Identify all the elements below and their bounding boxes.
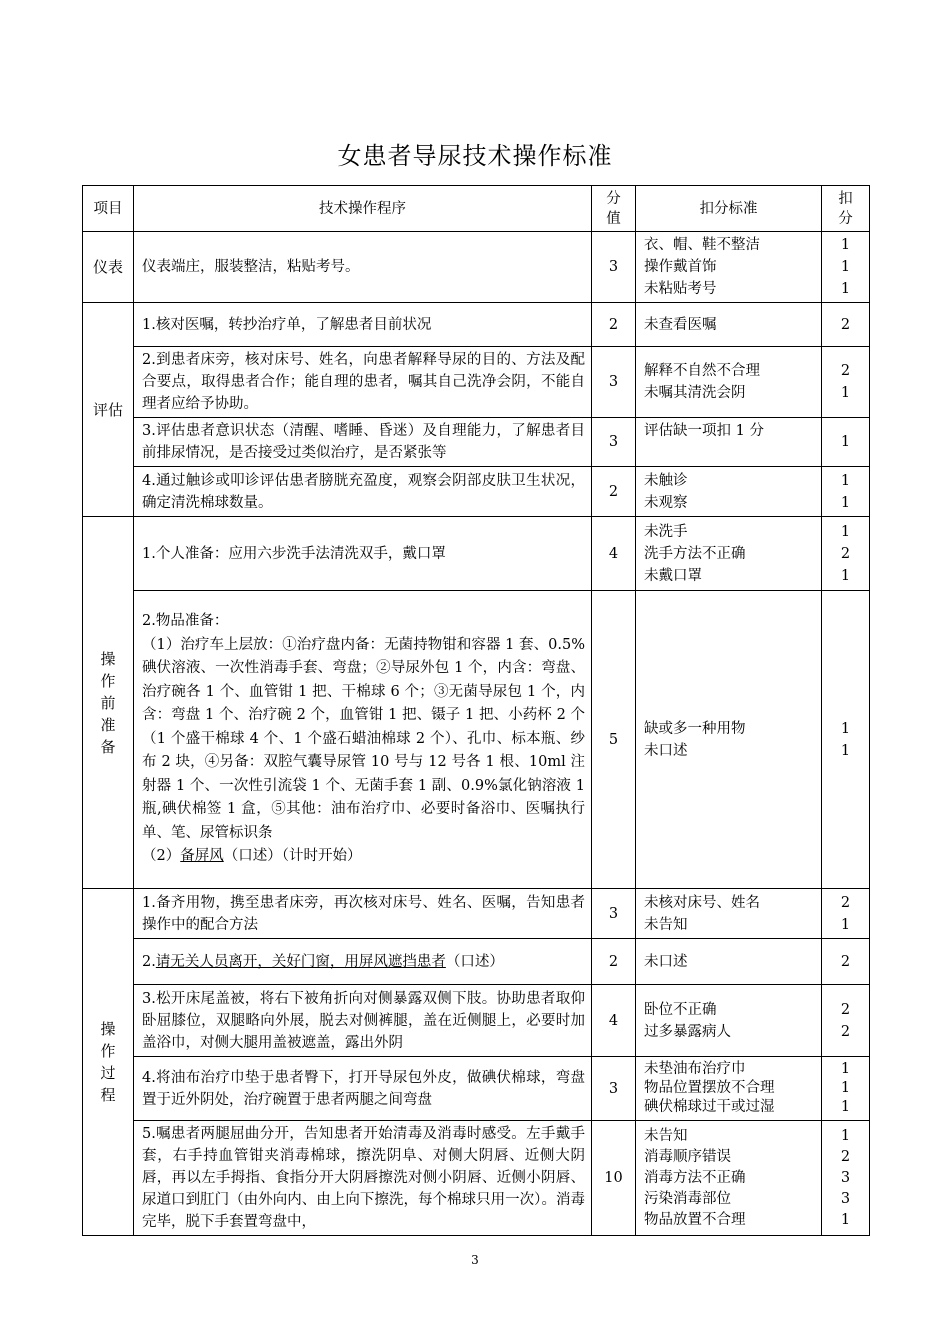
criteria-item: 污染消毒部位 [644, 1190, 731, 1207]
deduction-value: 1 [840, 472, 851, 489]
deduction-value: 1 [840, 1099, 851, 1115]
deduction-cell [822, 889, 870, 939]
criteria-item: 未垫油布治疗巾 [644, 1061, 746, 1077]
category-assessment: 评估 [83, 303, 134, 517]
category-label: 操作过程 [100, 1020, 116, 1104]
deduction-value: 2 [840, 363, 851, 379]
score-cell: 2 [592, 939, 636, 985]
deduction-value: 1 [840, 237, 851, 253]
category-preparation [83, 517, 134, 889]
deduction-value: 2 [840, 1001, 851, 1018]
score-cell: 3 [592, 1057, 636, 1121]
deduction-value: 1 [840, 281, 851, 297]
criteria-cell: 未查看医嘱 [636, 303, 822, 347]
criteria-item: 未嘱其清洗会阴 [644, 385, 746, 401]
criteria-item: 过多暴露病人 [644, 1023, 731, 1040]
criteria-item: 未触诊 [644, 472, 688, 489]
criteria-cell [636, 467, 822, 517]
deduction-value: 1 [840, 385, 851, 401]
header-item: 项目 [83, 186, 134, 232]
deduction-value: 1 [840, 742, 851, 759]
criteria-cell [636, 985, 822, 1057]
criteria-cell [636, 517, 822, 591]
criteria-item: 未口述 [644, 742, 688, 759]
deduction-value: 1 [840, 720, 851, 737]
deduction-value: 3 [840, 1169, 851, 1186]
table-row [83, 1121, 870, 1236]
criteria-item: 物品位置摆放不合理 [644, 1080, 775, 1096]
table-row [83, 418, 870, 467]
criteria-item: 操作戴首饰 [644, 259, 717, 275]
procedure-cell: 4.将油布治疗巾垫于患者臀下，打开导尿包外皮，做碘伏棉球，弯盘置于近外阴处，治疗碗置于患者两腿之间弯盘 [134, 1057, 592, 1121]
criteria-cell [636, 889, 822, 939]
header-procedure: 技术操作程序 [134, 186, 592, 232]
deduction-value: 1 [840, 523, 851, 540]
table-row [83, 1057, 870, 1121]
procedure-cell: 1.核对医嘱，转抄治疗单，了解患者目前状况 [134, 303, 592, 347]
criteria-cell [636, 591, 822, 889]
procedure-cell: 1.个人准备：应用六步洗手法清洗双手，戴口罩 [134, 517, 592, 591]
standard-table [82, 185, 870, 1236]
score-cell: 3 [592, 232, 636, 303]
category-appearance: 仪表 [83, 232, 134, 303]
score-cell: 4 [592, 985, 636, 1057]
deduction-value: 2 [840, 545, 851, 562]
table-header-row [83, 186, 870, 232]
deduction-cell [822, 232, 870, 303]
deduction-value: 1 [840, 1127, 851, 1144]
deduction-value: 1 [840, 916, 851, 933]
table-row [83, 303, 870, 347]
category-process [83, 889, 134, 1236]
criteria-cell [636, 1121, 822, 1236]
criteria-cell: 评估缺一项扣 1 分 [636, 418, 822, 467]
text-prefix: （2） [142, 848, 181, 865]
criteria-item: 衣、帽、鞋不整洁 [644, 237, 760, 253]
text-suffix: （口述） [445, 953, 504, 970]
deduction-cell: 2 [822, 303, 870, 347]
procedure-cell: 2.到患者床旁，核对床号、姓名，向患者解释导尿的目的、方法及配合要点，取得患者合作；能自理的患者，嘱其自己洗净会阴，不能自理者应给予协助。 [134, 347, 592, 418]
criteria-item: 未核对床号、姓名 [644, 894, 760, 911]
deduction-value: 3 [840, 1190, 851, 1207]
procedure-cell [134, 939, 592, 985]
criteria-item: 未粘贴考号 [644, 281, 717, 297]
header-score: 分 值 [592, 186, 636, 232]
criteria-item: 未告知 [644, 1127, 688, 1144]
deduction-value: 2 [840, 1023, 851, 1040]
page-title: 女患者导尿技术操作标准 [337, 142, 613, 170]
table-row [83, 347, 870, 418]
deduction-cell [822, 985, 870, 1057]
criteria-item: 未戴口罩 [644, 567, 702, 584]
deduction-cell [822, 591, 870, 889]
procedure-title: 2.物品准备： [142, 613, 229, 630]
deduction-cell [822, 467, 870, 517]
deduction-cell [822, 347, 870, 418]
procedure-cell [134, 591, 592, 889]
table-row [83, 467, 870, 517]
score-cell: 3 [592, 889, 636, 939]
procedure-body: （1）治疗车上层放：①治疗盘内备：无菌持物钳和容器 1 套、0.5%碘伏溶液、一次性消毒手套、弯盘；②导尿外包 1 个，内含：弯盘、治疗碗各 1 个、血管钳 1 把、干棉球 6 个；③无菌导尿包 1 个，内含：弯盘 1 个、治疗碗 2 个，血管钳 1 把、镊子 1 把、小药杯 2 个（1 个盛干棉球 4 个、1 个盛石蜡油棉球 2 个）、孔巾、标本瓶、纱布 2 块，④另备：双腔气囊导尿管 10 号与 12 号各 1 根、10ml 注射器 1 个、一次性引流袋 1 个、无菌手套 1 副、0.9%氯化钠溶液 1 瓶,碘伏棉签 1 盒，⑤其他：油布治疗巾、必要时备浴巾、医嘱执行单、笔、尿管标识条 [142, 636, 585, 841]
deduction-value: 1 [840, 494, 851, 511]
criteria-cell [636, 1057, 822, 1121]
criteria-item: 消毒顺序错误 [644, 1148, 731, 1165]
page-number: 3 [471, 1253, 479, 1267]
criteria-item: 碘伏棉球过干或过湿 [644, 1099, 775, 1115]
criteria-item: 未洗手 [644, 523, 688, 540]
criteria-item: 洗手方法不正确 [644, 545, 746, 562]
criteria-item: 物品放置不合理 [644, 1211, 746, 1228]
table-row [83, 517, 870, 591]
procedure-cell: 3.松开床尾盖被，将右下被角折向对侧暴露双侧下肢。协助患者取仰卧屈膝位，双腿略向外展，脱去对侧裤腿，盖在近侧腿上，必要时加盖浴巾，对侧大腿用盖被遮盖，露出外阴 [134, 985, 592, 1057]
text-prefix: 2. [142, 953, 156, 970]
deduction-value: 1 [840, 1061, 851, 1077]
deduction-cell [822, 1121, 870, 1236]
category-label: 操作前准备 [100, 649, 116, 756]
procedure-cell: 1.备齐用物，携至患者床旁，再次核对床号、姓名、医嘱，告知患者操作中的配合方法 [134, 889, 592, 939]
deduction-value: 2 [840, 1148, 851, 1165]
table-row [83, 889, 870, 939]
table-row [83, 939, 870, 985]
score-cell: 2 [592, 303, 636, 347]
table-row [83, 591, 870, 889]
header-deduction: 扣 分 [822, 186, 870, 232]
deduction-cell [822, 517, 870, 591]
criteria-item: 未告知 [644, 916, 688, 933]
procedure-cell: 仪表端庄，服装整洁，粘贴考号。 [134, 232, 592, 303]
deduction-value: 1 [840, 259, 851, 275]
criteria-item: 消毒方法不正确 [644, 1169, 746, 1186]
underlined-text: 请无关人员离开，关好门窗，用屏风遮挡患者 [155, 953, 446, 970]
deduction-value: 1 [840, 1211, 851, 1228]
header-criteria: 扣分标准 [636, 186, 822, 232]
criteria-item: 解释不自然不合理 [644, 363, 760, 379]
criteria-cell: 未口述 [636, 939, 822, 985]
criteria-item: 未观察 [644, 494, 688, 511]
table-row [83, 985, 870, 1057]
criteria-cell [636, 347, 822, 418]
deduction-cell [822, 1057, 870, 1121]
text-suffix: （口述）（计时开始） [223, 848, 362, 865]
deduction-value: 2 [840, 894, 851, 911]
procedure-cell: 5.嘱患者两腿屈曲分开，告知患者开始清毒及消毒时感受。左手戴手套，右手持血管钳夹消毒棉球，擦洗阴阜、对侧大阴唇、近侧大阴唇，再以左手拇指、食指分开大阴唇擦洗对侧小阴唇、近侧小阴唇、尿道口到肛门（由外向内、由上向下擦洗，每个棉球只用一次）。消毒完毕，脱下手套置弯盘中， [134, 1121, 592, 1236]
criteria-item: 缺或多一种用物 [644, 720, 746, 737]
criteria-cell [636, 232, 822, 303]
procedure-cell: 3.评估患者意识状态（清醒、嗜睡、昏迷）及自理能力，了解患者目前排尿情况，是否接受过类似治疗，是否紧张等 [134, 418, 592, 467]
procedure-last-line [142, 845, 585, 869]
deduction-cell: 1 [822, 418, 870, 467]
deduction-value: 1 [840, 567, 851, 584]
deduction-cell: 2 [822, 939, 870, 985]
score-cell: 10 [592, 1121, 636, 1236]
score-cell: 3 [592, 347, 636, 418]
score-cell: 4 [592, 517, 636, 591]
deduction-value: 1 [840, 1080, 851, 1096]
score-cell: 3 [592, 418, 636, 467]
underlined-text: 备屏风 [180, 848, 224, 865]
criteria-item: 卧位不正确 [644, 1001, 717, 1018]
table-row [83, 232, 870, 303]
score-cell: 2 [592, 467, 636, 517]
score-cell: 5 [592, 591, 636, 889]
procedure-cell: 4.通过触诊或叩诊评估患者膀胱充盈度，观察会阴部皮肤卫生状况，确定清洗棉球数量。 [134, 467, 592, 517]
